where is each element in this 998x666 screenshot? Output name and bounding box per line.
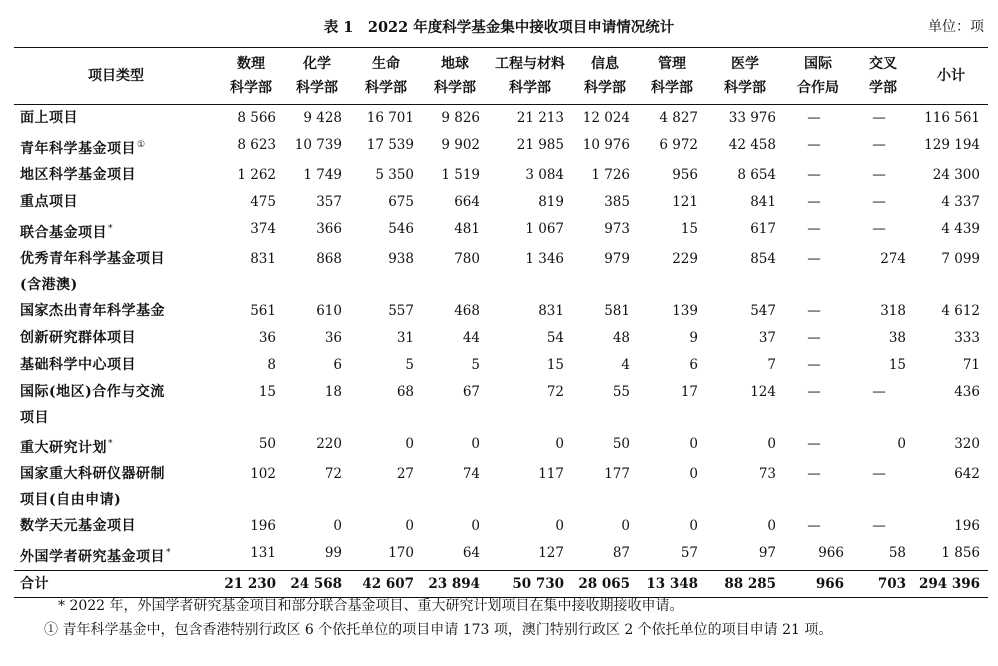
- footnotes: [14, 594, 988, 642]
- header-line: 化学: [303, 56, 331, 72]
- row-label-text: 国际(地区)合作与交流: [20, 383, 165, 400]
- table-cell: 0: [689, 517, 698, 534]
- table-cell: 274: [880, 250, 906, 267]
- table-cell: 819: [538, 193, 564, 210]
- table-cell: 5: [471, 356, 480, 373]
- table-cell: 468: [454, 302, 480, 319]
- row-label: [14, 513, 218, 540]
- table-cell: 979: [604, 250, 630, 267]
- table-cell: 48: [612, 329, 630, 346]
- table-cell: 357: [316, 193, 342, 210]
- table-cell: 17 539: [366, 136, 414, 153]
- row-label-line: [20, 216, 214, 246]
- row-label-text: 重大研究计划: [20, 439, 107, 456]
- row-label: [14, 298, 218, 325]
- header-line: 科学部: [509, 80, 551, 96]
- row-label-text: 国家杰出青年科学基金: [20, 302, 165, 319]
- table-cell: 196: [954, 517, 980, 534]
- table-cell: 0: [333, 517, 342, 534]
- row-label: [14, 189, 218, 216]
- table-cell: 97: [758, 544, 776, 561]
- table-cell: 4 612: [941, 302, 980, 319]
- table-row: [14, 189, 988, 216]
- table-row: [14, 132, 988, 162]
- row-label: [14, 246, 218, 298]
- header-line: 生命: [372, 56, 400, 72]
- table-cell: —: [807, 302, 821, 319]
- row-label-line: [20, 132, 214, 162]
- row-label-line: [20, 162, 214, 188]
- table-cell: 557: [388, 302, 414, 319]
- total-cell: 50 730: [512, 575, 564, 592]
- table-row: [14, 216, 988, 246]
- table-row: [14, 513, 988, 540]
- header-line: 信息: [591, 56, 619, 72]
- row-label: [14, 162, 218, 189]
- table-cell: —: [807, 220, 821, 237]
- header-line: 医学: [731, 56, 759, 72]
- table-cell: 50: [612, 435, 630, 452]
- header-line: 地球: [441, 56, 469, 72]
- total-cell: 24 568: [290, 575, 342, 592]
- total-cell: 21 230: [224, 575, 276, 592]
- table-cell: —: [807, 465, 821, 482]
- table-cell: —: [807, 166, 821, 183]
- table-cell: 7: [767, 356, 776, 373]
- table-cell: 547: [750, 302, 776, 319]
- header-column: [638, 48, 706, 105]
- header-line: 科学部: [724, 80, 766, 96]
- table-cell: 320: [954, 435, 980, 452]
- table-cell: 973: [604, 220, 630, 237]
- table-cell: 9: [689, 329, 698, 346]
- total-cell: 294 396: [918, 575, 980, 592]
- row-label-line: [20, 189, 214, 215]
- table-cell: 71: [962, 356, 980, 373]
- table-cell: 72: [324, 465, 342, 482]
- table-row: [14, 162, 988, 189]
- total-cell: 966: [815, 575, 844, 592]
- header-line: 科学部: [296, 80, 338, 96]
- table-row: [14, 352, 988, 379]
- table-cell: 67: [462, 383, 480, 400]
- row-label: [14, 216, 218, 246]
- row-label-line: [20, 246, 214, 272]
- table-cell: 220: [316, 435, 342, 452]
- table-cell: 18: [324, 383, 342, 400]
- table-cell: 37: [758, 329, 776, 346]
- header-column: [350, 48, 422, 105]
- row-label-line: [20, 325, 214, 351]
- table-cell: 27: [396, 465, 414, 482]
- total-row: [14, 570, 988, 597]
- unit-label: 单位：项: [928, 19, 984, 35]
- row-label-text: 数学天元基金项目: [20, 517, 136, 534]
- table-cell: 8 654: [737, 166, 776, 183]
- table-cell: 7 099: [941, 250, 980, 267]
- table-cell: 1 726: [591, 166, 630, 183]
- table-cell: —: [807, 250, 821, 267]
- table-cell: 16 701: [366, 110, 414, 126]
- table-cell: —: [807, 517, 821, 534]
- header-line: 科学部: [230, 80, 272, 96]
- table-cell: 1 749: [303, 166, 342, 183]
- row-label-text: 面上项目: [20, 110, 78, 126]
- footnote-mark: ①: [137, 139, 146, 150]
- header-line: 科学部: [584, 80, 626, 96]
- table-cell: 124: [750, 383, 776, 400]
- table-cell: 44: [462, 329, 480, 346]
- row-label-line: [20, 352, 214, 378]
- table-cell: 10 976: [582, 136, 630, 153]
- table-cell: 0: [555, 435, 564, 452]
- table-cell: 0: [689, 465, 698, 482]
- total-cell: 23 894: [428, 575, 480, 592]
- table-cell: 436: [954, 383, 980, 400]
- total-cell: 28 065: [578, 575, 630, 592]
- table-cell: 73: [758, 465, 776, 482]
- table-cell: 6 972: [659, 136, 698, 153]
- table-cell: 868: [316, 250, 342, 267]
- table-cell: 31: [396, 329, 414, 346]
- table-cell: 55: [612, 383, 630, 400]
- table-cell: 15: [546, 356, 564, 373]
- header-line: 数理: [237, 56, 265, 72]
- footnote-mark: *: [166, 547, 171, 558]
- table-cell: 610: [316, 302, 342, 319]
- header-column: [284, 48, 350, 105]
- row-label: [14, 352, 218, 379]
- table-cell: 21 985: [516, 136, 564, 153]
- row-label: [14, 105, 218, 132]
- table-cell: 642: [954, 465, 980, 482]
- table-cell: 21 213: [516, 110, 564, 126]
- table-row: [14, 540, 988, 571]
- table-cell: 68: [396, 383, 414, 400]
- table-cell: —: [872, 517, 886, 534]
- table-cell: 966: [818, 544, 844, 561]
- table-cell: —: [872, 193, 886, 210]
- header-column: [218, 48, 284, 105]
- row-label-line: [20, 540, 214, 570]
- table-cell: 5: [405, 356, 414, 373]
- row-label-text: 优秀青年科学基金项目: [20, 250, 165, 267]
- table-cell: 24 300: [932, 166, 980, 183]
- table-cell: 1 856: [941, 544, 980, 561]
- row-label-line: [20, 513, 214, 539]
- table-cell: 0: [471, 435, 480, 452]
- row-label-text: (含港澳): [20, 276, 78, 293]
- row-label-line: [20, 431, 214, 461]
- table-cell: 54: [546, 329, 564, 346]
- header-column: [784, 48, 852, 105]
- table-cell: 1 262: [237, 166, 276, 183]
- table-cell: —: [872, 220, 886, 237]
- table-cell: —: [807, 356, 821, 373]
- table-cell: 12 024: [582, 110, 630, 126]
- header-line: 科学部: [651, 80, 693, 96]
- table-cell: 831: [250, 250, 276, 267]
- header-line: 管理: [658, 56, 686, 72]
- header-column: [422, 48, 488, 105]
- header-column: [852, 48, 914, 105]
- table-cell: 366: [316, 220, 342, 237]
- row-label: [14, 431, 218, 461]
- row-label-text: 外国学者研究基金项目: [20, 548, 165, 565]
- table-cell: 121: [672, 193, 698, 210]
- table-cell: 38: [888, 329, 906, 346]
- header-line: 交叉: [869, 56, 897, 72]
- table-cell: 0: [471, 517, 480, 534]
- row-label-text: 国家重大科研仪器研制: [20, 465, 165, 482]
- row-label-text: 项目(自由申请): [20, 491, 122, 508]
- table-cell: 33 976: [728, 110, 776, 126]
- table-cell: 4 337: [941, 193, 980, 210]
- table-title: 表 1 2022 年度科学基金集中接收项目申请情况统计: [323, 19, 675, 36]
- table-cell: 229: [672, 250, 698, 267]
- table-cell: 546: [388, 220, 414, 237]
- table-cell: 4 827: [659, 110, 698, 126]
- table-cell: 0: [555, 517, 564, 534]
- total-cell: 703: [877, 575, 906, 592]
- row-label-text: 联合基金项目: [20, 224, 107, 241]
- header-column: [914, 48, 988, 105]
- table-cell: 170: [388, 544, 414, 561]
- table-cell: 841: [750, 193, 776, 210]
- table-cell: 561: [250, 302, 276, 319]
- table-cell: 74: [462, 465, 480, 482]
- table-cell: 318: [880, 302, 906, 319]
- table-cell: 385: [604, 193, 630, 210]
- table-cell: 4 439: [941, 220, 980, 237]
- row-label-text: 地区科学基金项目: [20, 166, 136, 183]
- header-line: 工程与材料: [495, 56, 565, 72]
- table-cell: 8 623: [237, 136, 276, 153]
- table-cell: 8 566: [237, 110, 276, 126]
- footnote-circled-one: ① 青年科学基金中，包含香港特别行政区 6 个依托单位的项目申请 173 项，澳门特别行政区 2 个依托单位的项目申请 21 项。: [44, 622, 833, 638]
- table-cell: 0: [767, 435, 776, 452]
- table-cell: 127: [538, 544, 564, 561]
- row-label-text: 基础科学中心项目: [20, 356, 136, 373]
- header-column: [706, 48, 784, 105]
- row-label-line: [20, 405, 214, 431]
- table-cell: 42 458: [728, 136, 776, 153]
- table-cell: 99: [324, 544, 342, 561]
- table-cell: —: [872, 383, 886, 400]
- row-label: [14, 379, 218, 431]
- table-cell: 196: [250, 517, 276, 534]
- table-cell: 177: [604, 465, 630, 482]
- table-cell: 131: [250, 544, 276, 561]
- table-cell: 5 350: [375, 166, 414, 183]
- table-cell: 64: [462, 544, 480, 561]
- table-cell: 36: [258, 329, 276, 346]
- table-cell: —: [807, 193, 821, 210]
- table-cell: 139: [672, 302, 698, 319]
- table-cell: —: [807, 110, 821, 126]
- row-label-line: [20, 461, 214, 487]
- total-cell: 88 285: [724, 575, 776, 592]
- table-cell: 102: [250, 465, 276, 482]
- table-cell: 9 428: [303, 110, 342, 126]
- total-cell: 42 607: [362, 575, 414, 592]
- row-label-text: 重点项目: [20, 193, 78, 210]
- table-cell: 831: [538, 302, 564, 319]
- table-row: [14, 461, 988, 513]
- table-body: [14, 105, 988, 598]
- table-row: [14, 298, 988, 325]
- table-cell: 50: [258, 435, 276, 452]
- table-header-row: [14, 48, 988, 105]
- table-cell: 956: [672, 166, 698, 183]
- table-cell: 15: [258, 383, 276, 400]
- table-cell: 0: [767, 517, 776, 534]
- table-cell: —: [807, 136, 821, 153]
- table-cell: 1 519: [441, 166, 480, 183]
- table-cell: 475: [250, 193, 276, 210]
- table-cell: —: [872, 166, 886, 183]
- table-cell: 0: [405, 435, 414, 452]
- table-cell: 333: [954, 329, 980, 346]
- statistics-table: [14, 47, 988, 598]
- table-cell: 6: [333, 356, 342, 373]
- table-cell: 4: [621, 356, 630, 373]
- row-label-line: [20, 105, 214, 131]
- table-row: [14, 379, 988, 431]
- table-cell: 0: [621, 517, 630, 534]
- table-row: [14, 431, 988, 461]
- table-cell: 938: [388, 250, 414, 267]
- table-cell: —: [807, 435, 821, 452]
- table-cell: 1 067: [525, 220, 564, 237]
- table-cell: 87: [612, 544, 630, 561]
- footnote-mark: *: [108, 223, 113, 234]
- total-cell: 13 348: [646, 575, 698, 592]
- row-label: [14, 325, 218, 352]
- table-cell: 6: [689, 356, 698, 373]
- header-line: 科学部: [365, 80, 407, 96]
- table-cell: 0: [897, 435, 906, 452]
- header-line: 合作局: [797, 80, 839, 96]
- table-cell: 374: [250, 220, 276, 237]
- table-caption: [0, 14, 998, 38]
- row-label-text: 项目: [20, 409, 49, 426]
- table-cell: —: [872, 465, 886, 482]
- table-cell: 581: [604, 302, 630, 319]
- row-label-line: [20, 272, 214, 298]
- table-cell: 10 739: [294, 136, 342, 153]
- table-cell: 15: [888, 356, 906, 373]
- total-label: 合计: [20, 575, 49, 592]
- footnote-mark: *: [108, 438, 113, 449]
- table-cell: 9 902: [441, 136, 480, 153]
- table-row: [14, 246, 988, 298]
- row-label: [14, 540, 218, 571]
- table-cell: —: [872, 110, 886, 126]
- table-cell: 780: [454, 250, 480, 267]
- table-cell: 116 561: [924, 110, 980, 126]
- row-label: [14, 132, 218, 162]
- table-cell: 481: [454, 220, 480, 237]
- header-column: [572, 48, 638, 105]
- table-cell: 72: [546, 383, 564, 400]
- table-cell: 117: [538, 465, 564, 482]
- table-cell: 854: [750, 250, 776, 267]
- header-line: 科学部: [434, 80, 476, 96]
- table-cell: —: [807, 329, 821, 346]
- table-cell: 1 346: [525, 250, 564, 267]
- footnote-asterisk: * 2022 年，外国学者研究基金项目和部分联合基金项目、重大研究计划项目在集中接收期接收申请。: [58, 598, 684, 614]
- table-cell: 9 826: [441, 110, 480, 126]
- table-cell: 58: [888, 544, 906, 561]
- table-cell: —: [872, 136, 886, 153]
- header-line: 国际: [804, 56, 832, 72]
- table-cell: 8: [267, 356, 276, 373]
- row-label-line: [20, 487, 214, 513]
- table-row: [14, 325, 988, 352]
- table-cell: 675: [388, 193, 414, 210]
- table-cell: 36: [324, 329, 342, 346]
- header-line: 学部: [869, 80, 897, 96]
- header-line: 小计: [937, 68, 965, 84]
- row-label-line: [20, 298, 214, 324]
- table-cell: —: [807, 383, 821, 400]
- table-cell: 0: [405, 517, 414, 534]
- table-row: [14, 105, 988, 132]
- table-cell: 664: [454, 193, 480, 210]
- header-project-type: 项目类型: [88, 68, 144, 84]
- table-cell: 129 194: [924, 136, 980, 153]
- row-label-line: [20, 379, 214, 405]
- row-label-text: 创新研究群体项目: [20, 329, 136, 346]
- table-cell: 57: [680, 544, 698, 561]
- table-cell: 3 084: [525, 166, 564, 183]
- table-cell: 15: [680, 220, 698, 237]
- row-label-text: 青年科学基金项目: [20, 140, 136, 157]
- header-column: [488, 48, 572, 105]
- row-label: [14, 461, 218, 513]
- table-cell: 0: [689, 435, 698, 452]
- table-cell: 617: [750, 220, 776, 237]
- table-cell: 17: [680, 383, 698, 400]
